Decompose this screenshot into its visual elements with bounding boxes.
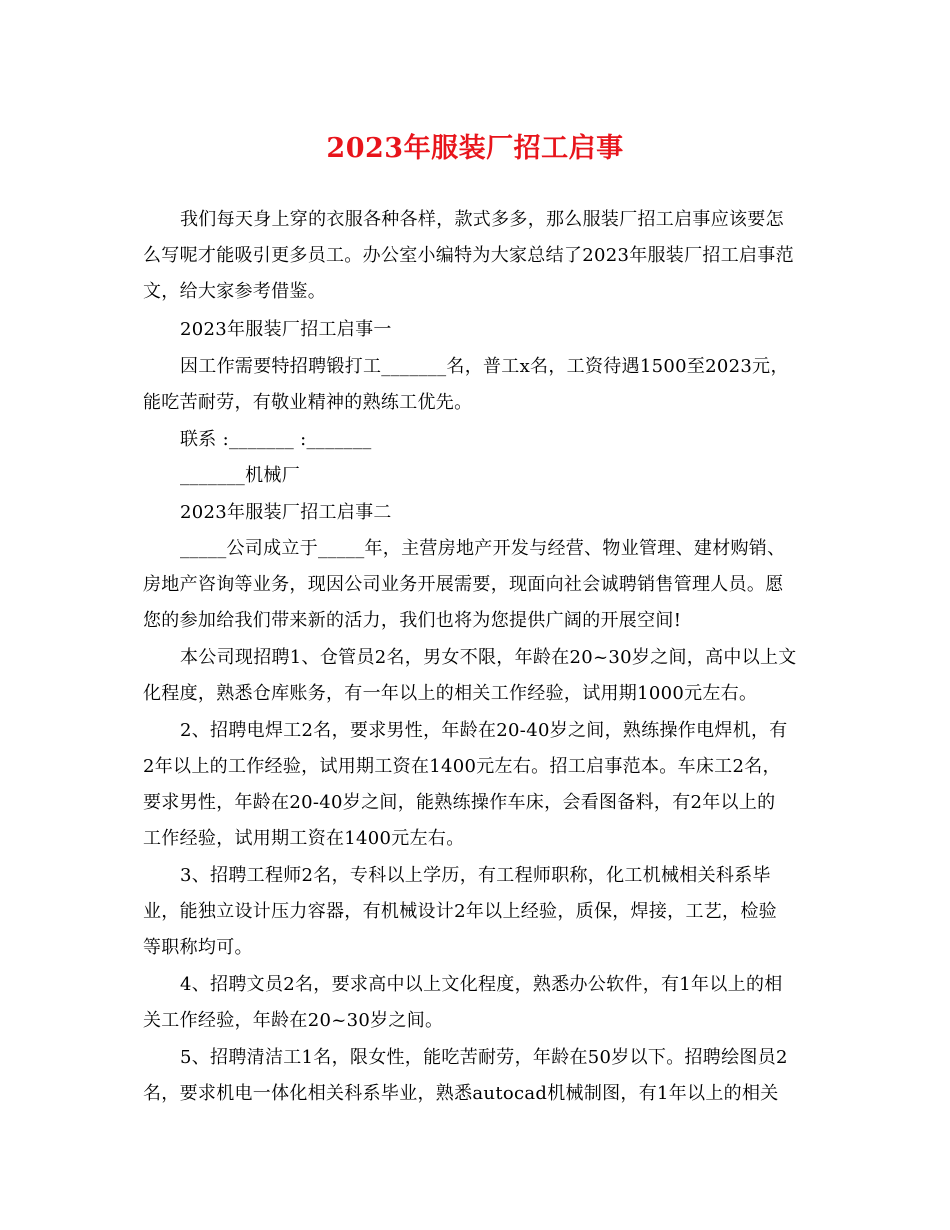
company-line: _______机械厂: [180, 465, 300, 486]
paragraph-line: 您的参加给我们带来新的活力，我们也将为您提供广阔的开展空间!: [143, 610, 682, 631]
paragraph-line: 4、招聘文员2名，要求高中以上文化程度，熟悉办公软件，有1年以上的相: [180, 974, 783, 995]
document-title: 2023年服装厂招工启事: [326, 133, 624, 164]
paragraph-line: 化程度，熟悉仓库账务，有一年以上的相关工作经验，试用期1000元左右。: [143, 683, 758, 704]
paragraph-line: 本公司现招聘1、仓管员2名，男女不限，年龄在20~30岁之间，高中以上文: [180, 647, 797, 668]
paragraph-line: 3、招聘工程师2名，专科以上学历，有工程师职称，化工机械相关科系毕: [180, 865, 771, 886]
paragraph-line: 么写呢才能吸引更多员工。办公室小编特为大家总结了2023年服装厂招工启事范: [143, 245, 794, 266]
paragraph-line: 2年以上的工作经验，试用期工资在1400元左右。招工启事范本。车床工2名，: [143, 756, 781, 777]
paragraph-line: 工作经验，试用期工资在1400元左右。: [143, 828, 465, 849]
paragraph-line: 5、招聘清洁工1名，限女性，能吃苦耐劳，年龄在50岁以下。招聘绘图员2: [180, 1047, 788, 1068]
paragraph-line: 要求男性，年龄在20-40岁之间，能熟练操作车床，会看图备料，有2年以上的: [143, 792, 776, 813]
paragraph-line: 业，能独立设计压力容器，有机械设计2年以上经验，质保，焊接，工艺，检验: [143, 901, 777, 922]
paragraph-line: _____公司成立于_____年，主营房地产开发与经营、物业管理、建材购销、: [180, 538, 786, 559]
contact-line: 联系 :_______ :_______: [180, 429, 372, 450]
paragraph-line: 能吃苦耐劳，有敬业精神的熟练工优先。: [143, 392, 473, 413]
paragraph-line: 房地产咨询等业务，现因公司业务开展需要，现面向社会诚聘销售管理人员。愿: [143, 574, 784, 595]
paragraph-line: 等职称均可。: [143, 937, 253, 958]
paragraph-line: 2、招聘电焊工2名，要求男性，年龄在20-40岁之间，熟练操作电焊机，有: [180, 720, 788, 741]
section-heading: 2023年服装厂招工启事一: [180, 319, 392, 340]
paragraph-line: 我们每天身上穿的衣服各种各样，款式多多，那么服装厂招工启事应该要怎: [180, 209, 784, 230]
paragraph-line: 因工作需要特招聘锻打工_______名，普工x名，工资待遇1500至2023元，: [180, 356, 789, 377]
section-heading: 2023年服装厂招工启事二: [180, 502, 392, 523]
paragraph-line: 关工作经验，年龄在20~30岁之间。: [143, 1010, 444, 1031]
paragraph-line: 名，要求机电一体化相关科系毕业，熟悉autocad机械制图，有1年以上的相关: [143, 1083, 779, 1104]
paragraph-line: 文，给大家参考借鉴。: [143, 281, 326, 302]
